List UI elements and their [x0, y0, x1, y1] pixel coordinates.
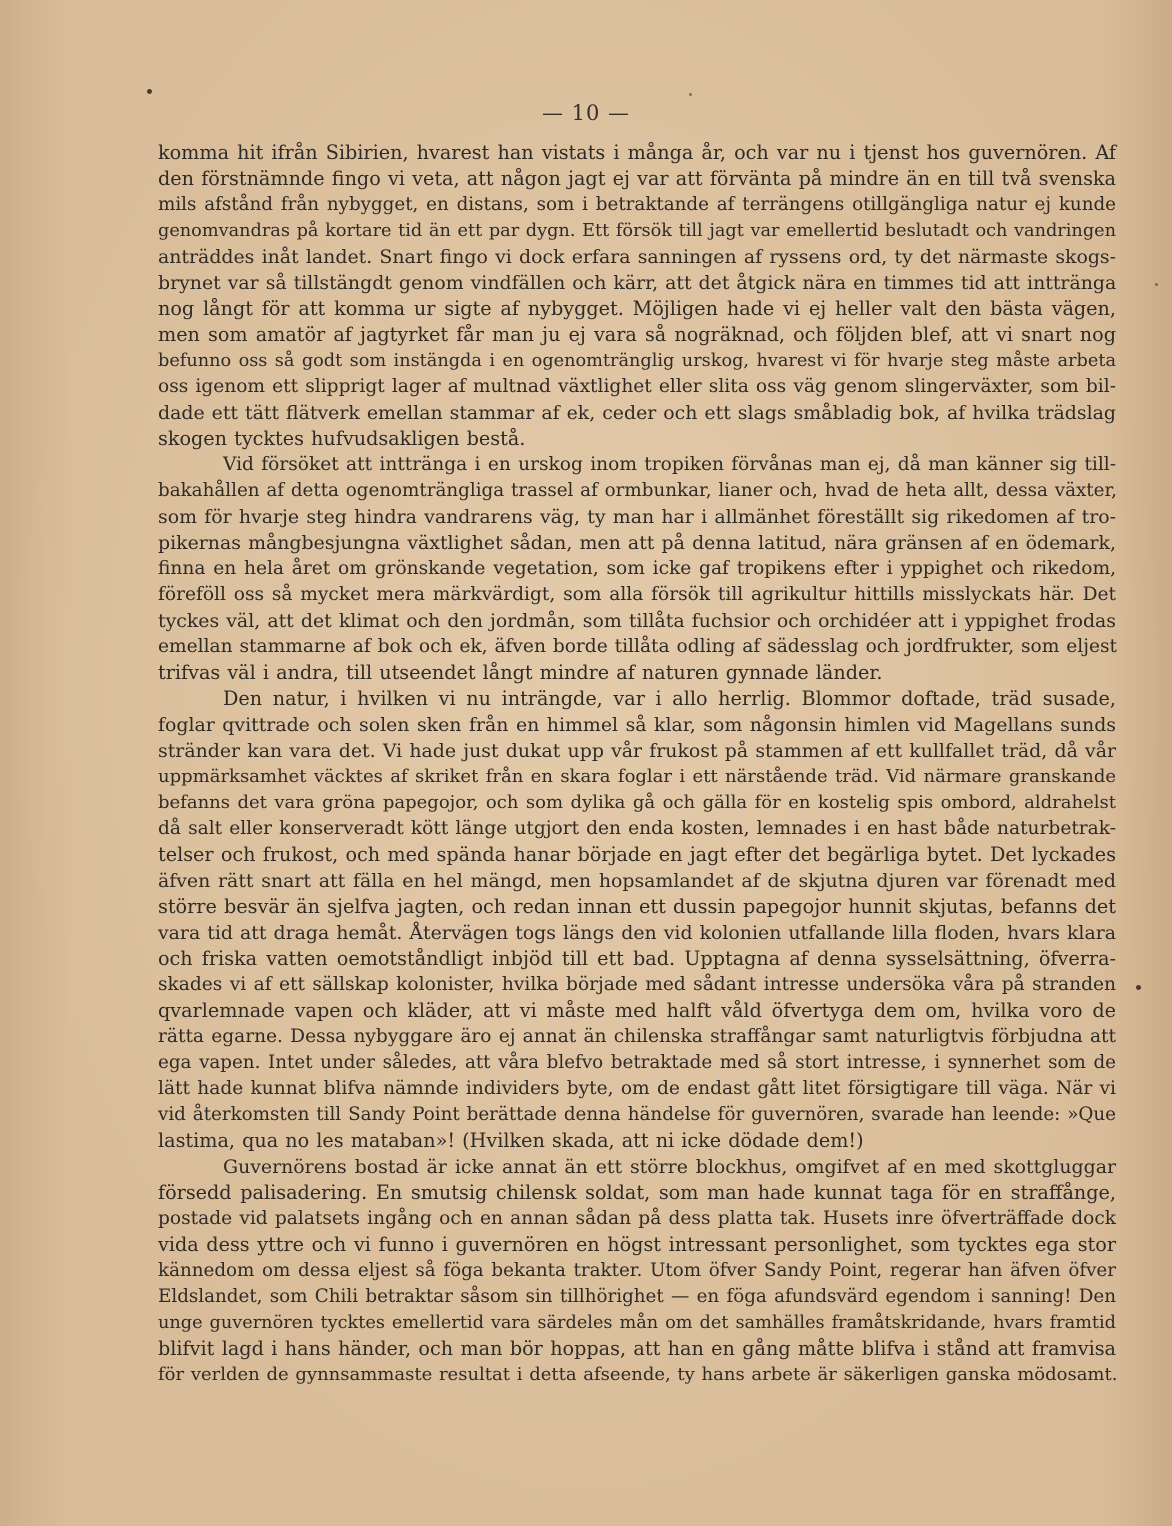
text-line: försedd palisadering. En smutsig chilensk soldat, som man hade kunnat taga för en straffånge,: [158, 1181, 1116, 1204]
paper-speck: [1136, 985, 1141, 990]
text-line: vid återkomsten till Sandy Point berättade denna händelse för guvernören, svarade han leende: »Que: [158, 1104, 1116, 1125]
text-line: nog långt för att komma ur sigte af nybygget. Möjligen hade vi ej heller valt den bästa vägen,: [158, 297, 1116, 320]
text-line: foglar qvittrade och solen sken från en himmel så klar, som någonsin himlen vid Magellans sunds: [158, 714, 1116, 736]
text-line: befanns det vara gröna papegojor, och som dylika gå och gälla för en kostelig spis ombord, aldrahelst: [158, 792, 1116, 813]
text-line: och friska vatten oemotståndligt inbjöd till ett bad. Upptagna af denna sysselsättning, öfverra-: [158, 947, 1116, 970]
paragraph-first-line: Den natur, i hvilken vi nu inträngde, var i allo herrlig. Blommor doftade, träd susade,: [223, 687, 1116, 710]
text-line: uppmärksamhet väcktes af skriket från en skara foglar i ett närstående träd. Vid närmare granskande: [158, 766, 1116, 787]
text-line: qvarlemnade vapen och kläder, att vi måste med halft våld öfvertyga dem om, hvilka voro de: [158, 999, 1116, 1022]
text-line: genomvandras på kortare tid än ett par dygn. Ett försök till jagt var emellertid beslutadt och vandringen: [158, 221, 1116, 241]
text-line: finna en hela året om grönskande vegetation, som icke gaf tropikens efter i yppighet och rikedom,: [158, 558, 1116, 579]
text-line: för verlden de gynnsammaste resultat i detta afseende, ty hans arbete är säkerligen ganska mödosamt.: [158, 1364, 1118, 1385]
text-line: dade ett tätt flätverk emellan stammar af ek, ceder och ett slags småbladig bok, af hvilka trädslag: [158, 402, 1116, 424]
text-line: unge guvernören tycktes emellertid vara särdeles mån om det samhälles framåtskridande, hvars framtid: [158, 1313, 1116, 1333]
text-line: som för hvarje steg hindra vandrarens väg, ty man har i allmänhet föreställt sig rikedomen af tro-: [158, 506, 1116, 528]
text-line: telser och frukost, och med spända hanar började en jagt efter det begärliga bytet. Det lyckades: [158, 843, 1116, 866]
text-line: rätta egarne. Dessa nybyggare äro ej annat än chilenska straffångar samt naturligtvis förbjudna att: [158, 1026, 1116, 1047]
text-line: emellan stammarne af bok och ek, äfven borde tillåta odling af sädesslag och jordfrukter, som eljest: [158, 636, 1118, 657]
text-line: befunno oss så godt som instängda i en ogenomtränglig urskog, hvarest vi för hvarje steg måste arbeta: [158, 351, 1116, 371]
paper-speck: [1155, 283, 1158, 286]
text-line: brynet var så tillstängdt genom vindfällen och kärr, att det åtgick nära en timmes tid att inttränga: [158, 272, 1117, 294]
text-line: skogen tycktes hufvudsakligen bestå.: [158, 427, 526, 450]
text-line: den förstnämnde fingo vi veta, att någon jagt ej var att förvänta på mindre än en till två svenska: [158, 167, 1116, 190]
body-text: [158, 140, 1116, 1388]
text-line: bakahållen af detta ogenomträngliga trassel af ormbunkar, lianer och, hvad de heta allt, dessa växter,: [158, 480, 1117, 501]
text-line: vara tid att draga hemåt. Återvägen togs längs den vid kolonien utfallande lilla floden, hvars klara: [158, 922, 1116, 944]
text-line: lätt hade kunnat blifva nämnde individers byte, om de endast gått litet försigtigare till väga. När vi: [158, 1078, 1116, 1099]
text-line: oss igenom ett slipprigt lager af multnad växtlighet eller slita oss väg genom slingerväxter, som bil-: [158, 376, 1116, 397]
text-line: föreföll oss så mycket mera märkvärdigt, som alla försök till agrikultur hittills misslyckats här. Det: [158, 584, 1116, 605]
text-line: pikernas mångbesjungna växtlighet sådan, men att på denna latitud, nära gränsen af en ödemark,: [158, 532, 1116, 554]
paragraph-first-line: Guvernörens bostad är icke annat än ett större blockhus, omgifvet af en med skottgluggar: [223, 1156, 1116, 1178]
text-line: ega vapen. Intet under således, att våra blefvo betraktade med så stort intresse, i synnerhet som de: [158, 1052, 1116, 1073]
text-line: komma hit ifrån Sibirien, hvarest han vistats i många år, och var nu i tjenst hos guvernören. Af: [158, 141, 1116, 164]
text-line: postade vid palatsets ingång och en annan sådan på dess platta tak. Husets inre öfverträffade dock: [158, 1208, 1116, 1229]
text-line: lastima, qua no les mataban»! (Hvilken skada, att ni icke dödade dem!): [158, 1129, 864, 1152]
text-line: trifvas väl i andra, till utseendet långt mindre af naturen gynnade länder.: [158, 661, 883, 684]
text-line: då salt eller konserveradt kött länge utgjort den enda kosten, lemnades i en hast både naturbetrak-: [158, 818, 1116, 839]
page-number: — 10 —: [541, 101, 631, 125]
paper-speck: [147, 89, 152, 94]
text-line: tyckes väl, att det klimat och den jordmån, som tillåta fuchsior och orchidéer att i yppighet frodas: [158, 610, 1116, 632]
text-line: skades vi af ett sällskap kolonister, hvilka började med sådant intresse undersöka våra på stranden: [158, 974, 1116, 995]
text-line: blifvit lagd i hans händer, och man bör hoppas, att han en gång måtte blifva i stånd att framvisa: [158, 1337, 1116, 1360]
text-line: större besvär än sjelfva jagten, och redan innan ett dussin papegojor hunnit skjutas, befanns det: [158, 895, 1116, 918]
text-line: kännedom om dessa eljest så föga bekanta trakter. Utom öfver Sandy Point, regerar han äfven öfver: [158, 1260, 1116, 1281]
paragraph-first-line: Vid försöket att inttränga i en urskog inom tropiken förvånas man ej, då man känner sig till-: [223, 454, 1116, 475]
text-line: Eldslandet, som Chili betraktar såsom sin tillhörighet — en föga afundsvärd egendom i sanning! Den: [158, 1286, 1116, 1307]
text-line: men som amatör af jagtyrket får man ju ej vara så nogräknad, och följden blef, att vi snart nog: [158, 323, 1116, 346]
text-line: anträddes inåt landet. Snart fingo vi dock erfara sanningen af ryssens ord, ty det närmaste skogs-: [158, 246, 1116, 268]
text-line: äfven rätt snart att fälla en hel mängd, men hopsamlandet af de skjutna djuren var förenadt med: [158, 870, 1116, 892]
text-line: mils afstånd från nybygget, en distans, som i betraktande af terrängens otillgängliga natur ej kunde: [158, 194, 1116, 215]
text-line: vida dess yttre och vi funno i guvernören en högst intressant personlighet, som tycktes ega stor: [158, 1233, 1116, 1256]
paper-speck: [689, 93, 692, 96]
text-line: stränder kan vara det. Vi hade just dukat upp vår frukost på stammen af ett kullfallet träd, då vår: [158, 740, 1116, 762]
